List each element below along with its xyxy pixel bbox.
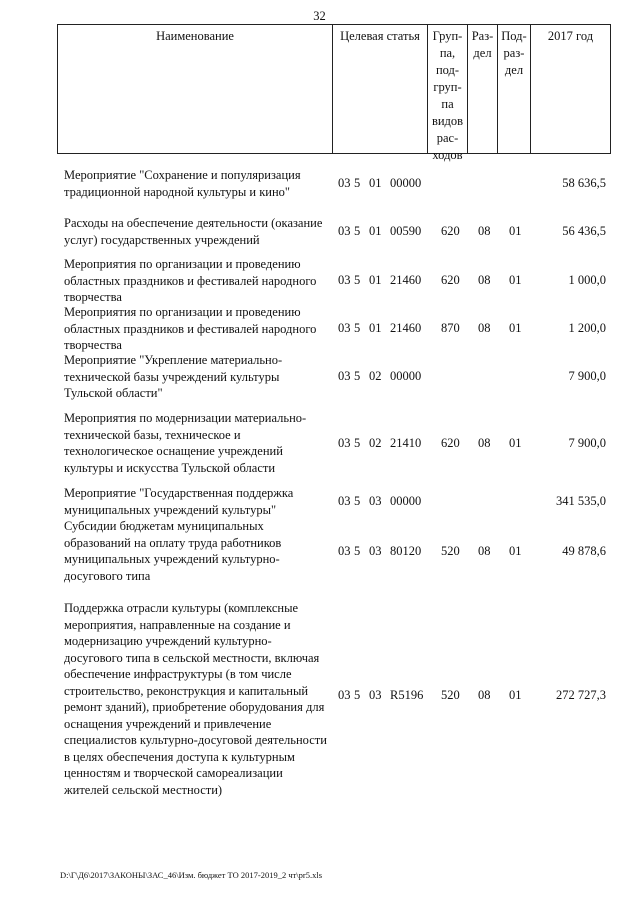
- target-code-4: 00000: [390, 494, 422, 508]
- target-code-4: R5196: [390, 688, 424, 702]
- section-code: 08: [478, 273, 491, 287]
- subsection-code: 01: [509, 273, 522, 287]
- header-section: Раз- дел: [468, 25, 498, 153]
- row-name: Субсидии бюджетам муниципальных образований на оплату труда работников муниципальных учреждений культурно-досугового типа: [64, 519, 282, 583]
- amount: 341 535,0: [556, 494, 606, 508]
- target-code-4: 21460: [390, 321, 422, 335]
- target-code-4: 21410: [390, 436, 422, 450]
- target-code-4: 21460: [390, 273, 422, 287]
- target-code-2: 5: [354, 224, 361, 238]
- row-name: Мероприятия по организации и проведению областных праздников и фестивалей народного творчества: [64, 305, 317, 352]
- group-code: 870: [441, 321, 460, 335]
- table-header: [57, 24, 611, 162]
- target-code-3: 01: [369, 273, 382, 287]
- target-code-4: 00000: [390, 176, 422, 190]
- target-code-1: 03: [338, 369, 351, 383]
- target-code-4: 00590: [390, 224, 422, 238]
- target-code-2: 5: [354, 494, 361, 508]
- target-code-4: 00000: [390, 369, 422, 383]
- target-code-2: 5: [354, 544, 361, 558]
- amount: 1 000,0: [568, 273, 606, 287]
- target-code-2: 5: [354, 176, 361, 190]
- target-code-2: 5: [354, 688, 361, 702]
- target-code-3: 01: [369, 224, 382, 238]
- header-group: Груп- па, под- груп- па видов рас- ходов: [428, 25, 468, 153]
- target-code-1: 03: [338, 544, 351, 558]
- header-subsection: Под- раз- дел: [498, 25, 531, 153]
- section-code: 08: [478, 688, 491, 702]
- page-number: 32: [313, 9, 326, 23]
- row-name: Мероприятия по организации и проведению областных праздников и фестивалей народного творчества: [64, 257, 317, 304]
- amount: 272 727,3: [556, 688, 606, 702]
- target-code-1: 03: [338, 436, 351, 450]
- amount: 7 900,0: [568, 369, 606, 383]
- subsection-code: 01: [509, 436, 522, 450]
- target-code-2: 5: [354, 369, 361, 383]
- target-code-3: 01: [369, 321, 382, 335]
- target-code-1: 03: [338, 273, 351, 287]
- target-code-3: 02: [369, 436, 382, 450]
- target-code-3: 03: [369, 544, 382, 558]
- target-code-3: 03: [369, 688, 382, 702]
- target-code-1: 03: [338, 224, 351, 238]
- row-name: Мероприятия по модернизации материально-технической базы, техническое и технологическое оснащение учреждений культуры и искусства Тульской области: [64, 411, 307, 475]
- row-name: Мероприятие "Сохранение и популяризация традиционной народной культуры и кино": [64, 168, 301, 199]
- section-code: 08: [478, 224, 491, 238]
- target-code-2: 5: [354, 273, 361, 287]
- subsection-code: 01: [509, 544, 522, 558]
- target-code-3: 01: [369, 176, 382, 190]
- amount: 58 636,5: [562, 176, 606, 190]
- target-code-1: 03: [338, 688, 351, 702]
- target-code-3: 03: [369, 494, 382, 508]
- amount: 1 200,0: [568, 321, 606, 335]
- target-code-1: 03: [338, 176, 351, 190]
- group-code: 520: [441, 688, 460, 702]
- amount: 49 878,6: [562, 544, 606, 558]
- row-name: Мероприятие "Государственная поддержка муниципальных учреждений культуры": [64, 486, 294, 517]
- section-code: 08: [478, 321, 491, 335]
- subsection-code: 01: [509, 688, 522, 702]
- header-target: Целевая статья: [333, 25, 428, 153]
- target-code-3: 02: [369, 369, 382, 383]
- header-year: 2017 год: [547, 29, 594, 43]
- row-name: Поддержка отрасли культуры (комплексные мероприятия, направленные на создание и модернизацию учреждений культурно-досугового типа в сельской местности, включая обеспечение инфраструктуры (в том числе строительство, реконструкция и капитальный ремонт зданий), приобретение оборудования для оснащения учреждений и привлечение специалистов культурно-досуговой деятельности в целях обеспечения доступа к культурным ценностям и творческой самореализации жителей сельской местности): [64, 601, 327, 797]
- row-name: Расходы на обеспечение деятельности (оказание услуг) государственных учреждений: [64, 216, 323, 247]
- section-code: 08: [478, 544, 491, 558]
- file-path-footer: D:\Г\Д6\2017\ЗАКОНЫ\ЗАС_46\Изм. бюджет ТО 2017-2019_2 чт\pr5.xls: [60, 870, 323, 880]
- subsection-code: 01: [509, 224, 522, 238]
- subsection-code: 01: [509, 321, 522, 335]
- group-code: 620: [441, 273, 460, 287]
- target-code-2: 5: [354, 321, 361, 335]
- amount: 56 436,5: [562, 224, 606, 238]
- amount: 7 900,0: [568, 436, 606, 450]
- target-code-2: 5: [354, 436, 361, 450]
- group-code: 520: [441, 544, 460, 558]
- target-code-4: 80120: [390, 544, 422, 558]
- group-code: 620: [441, 224, 460, 238]
- group-code: 620: [441, 436, 460, 450]
- section-code: 08: [478, 436, 491, 450]
- target-code-1: 03: [338, 321, 351, 335]
- header-name: Наименование: [58, 25, 333, 153]
- row-name: Мероприятие "Укрепление материально-технической базы учреждений культуры Тульской области": [64, 353, 283, 400]
- target-code-1: 03: [338, 494, 351, 508]
